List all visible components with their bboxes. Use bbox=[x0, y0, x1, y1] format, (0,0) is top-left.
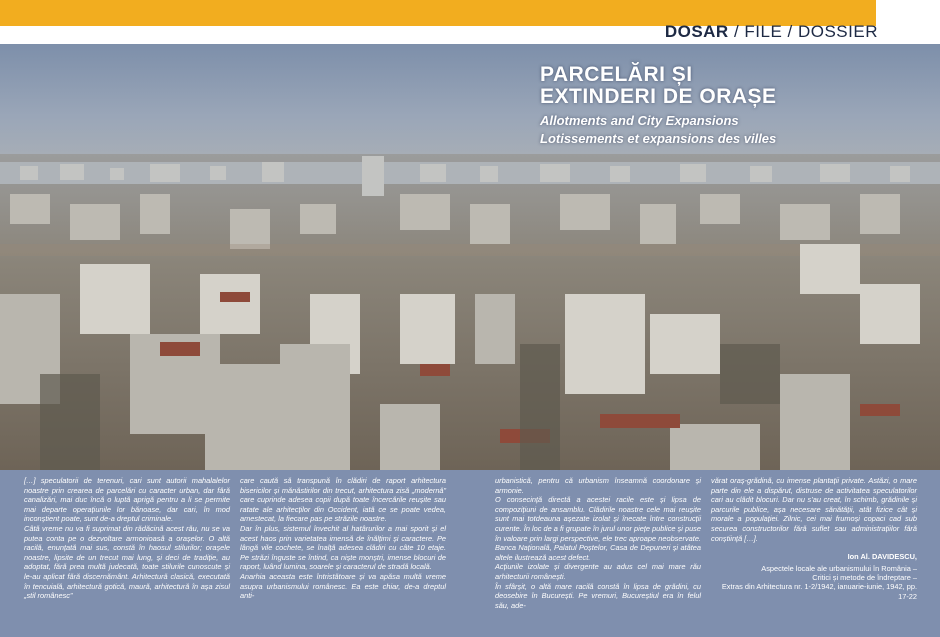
paragraph: Anarhia aceasta este întristătoare și va apăsa multă vreme asupra urbanismului românesc. Ea este chiar, de-a dreptul anti- bbox=[240, 571, 446, 601]
source-credit bbox=[711, 552, 917, 601]
paragraph: urbanistică, pentru că urbanism înseamnă coordonare și armonie. bbox=[495, 476, 701, 495]
paragraph: Câtă vreme nu va fi suprimat din rădăcină acest rău, nu se va putea conta pe o dezvoltare armonioasă a orașelor. O altă racilă, enunțată mai sus, constă în haosul stilurilor; orașele noastre, lipsite de un trecut mai lung, și deci de tradiție, au adoptat, fără prea multă judecată, toate stilurile cunoscute și le-au aplicat fără discernământ. Arhitectură clasică, executată în tencuială, arhitectură gotică, maură, arhitectură în așa zisul „stil românesc” bbox=[24, 523, 230, 601]
credit-author: Ion Al. DAVIDESCU, bbox=[847, 552, 917, 562]
text-column-1 bbox=[24, 476, 230, 601]
text-column-2 bbox=[240, 476, 446, 601]
paragraph: În sfârșit, o altă mare racilă constă în lipsa de grădini, cu deosebire în București. Pe vremuri, Bucureștiul era în felul său, ade- bbox=[495, 581, 701, 610]
section-separator: / bbox=[728, 22, 745, 41]
subtitle-french: Lotissements et expansions des villes bbox=[540, 131, 777, 146]
credit-line: Extras din Arhitectura nr. 1-2/1942, ianuarie-iunie, 1942, pp. 17-22 bbox=[721, 582, 917, 601]
article-title-block bbox=[540, 64, 920, 148]
text-column-4 bbox=[711, 476, 917, 601]
paragraph: Acțiunile izolate și divergente au adus cel mai mare rău arhitecturii românești. bbox=[495, 562, 701, 581]
section-separator-2: / bbox=[782, 22, 798, 41]
credit-line: Critici și metode de îndreptare – bbox=[812, 572, 917, 582]
paragraph: vărat oraș-grădină, cu imense plantații private. Astăzi, o mare parte din ele a dispărut, distruse de activitatea speculatorilor cari au clădit blocuri. Dar nu s’au creat, în schimb, grădinile și parcurile publice, așa necesare sănătății, atât fizice cât și morale a populației. Zilnic, cei mai frumoși copaci cad sub securea constructorilor fără suflet sau administrațiilor fără conștiință […]. bbox=[711, 476, 917, 543]
paragraph: care caută să transpună în clădiri de raport arhitectura bisericilor și mănăstirilor din trecut, arhitectura zisă „modernă” care cuprinde adesea copii după toate încercările reușite sau ratate ale arhitecților din Occident, iată ce se poate vedea, amestecat, la fiecare pas pe străzile noastre. bbox=[240, 476, 446, 524]
section-label bbox=[665, 22, 878, 42]
body-text-band bbox=[0, 470, 940, 637]
article-title-line1: PARCELĂRI ȘI bbox=[540, 63, 693, 86]
article-subtitle bbox=[540, 112, 920, 148]
section-file: FILE bbox=[744, 22, 783, 41]
accent-bar-gap bbox=[876, 0, 940, 26]
subtitle-english: Allotments and City Expansions bbox=[540, 113, 739, 128]
paragraph: O consecință directă a acestei racile este și lipsa de compozițiuni de ansamblu. Clădirile noastre cele mai reușite sunt mai totdeauna așezate izolat și înecate între construcții curente. În loc de a fi grupate în jurul unor piețe publice și puse în valoare prin largi perspective, ele trec aproape neobservate. Banca Națională, Palatul Poștelor, Casa de Depuneri și atâtea altele ilustrează acest defect. bbox=[495, 495, 701, 562]
text-column-3 bbox=[495, 476, 701, 610]
paragraph: Dar în plus, sistemul învechit al hatârurilor a mai sporit și el acest haos prin varietatea imensă de înălțimi și caractere. Pe lângă vile cochete, se înalță adesea clădiri cu câte 10 etaje. Pe străzi înguste se întind, ca niște monștri, imense blocuri de raport, luând lumina, soarele și caracterul de stradă locală. bbox=[240, 523, 446, 572]
section-dossier: DOSSIER bbox=[797, 22, 878, 41]
article-title-line2: EXTINDERI DE ORAȘE bbox=[540, 85, 777, 108]
section-dosar: DOSAR bbox=[664, 22, 729, 41]
paragraph: […] speculatorii de terenuri, cari sunt autorii mahalalelor noastre prin crearea de parcelări cu caracter urban, dar fără canalizări, mai duc încă o luptă aprigă pentru a li se permite mai departe operațiunile lor bănoase, dar cari, în mod inconștient poate, sunt de-a dreptul criminale. bbox=[24, 476, 230, 524]
credit-line: Aspectele locale ale urbanismului în România – bbox=[761, 563, 917, 573]
article-title bbox=[540, 64, 920, 108]
